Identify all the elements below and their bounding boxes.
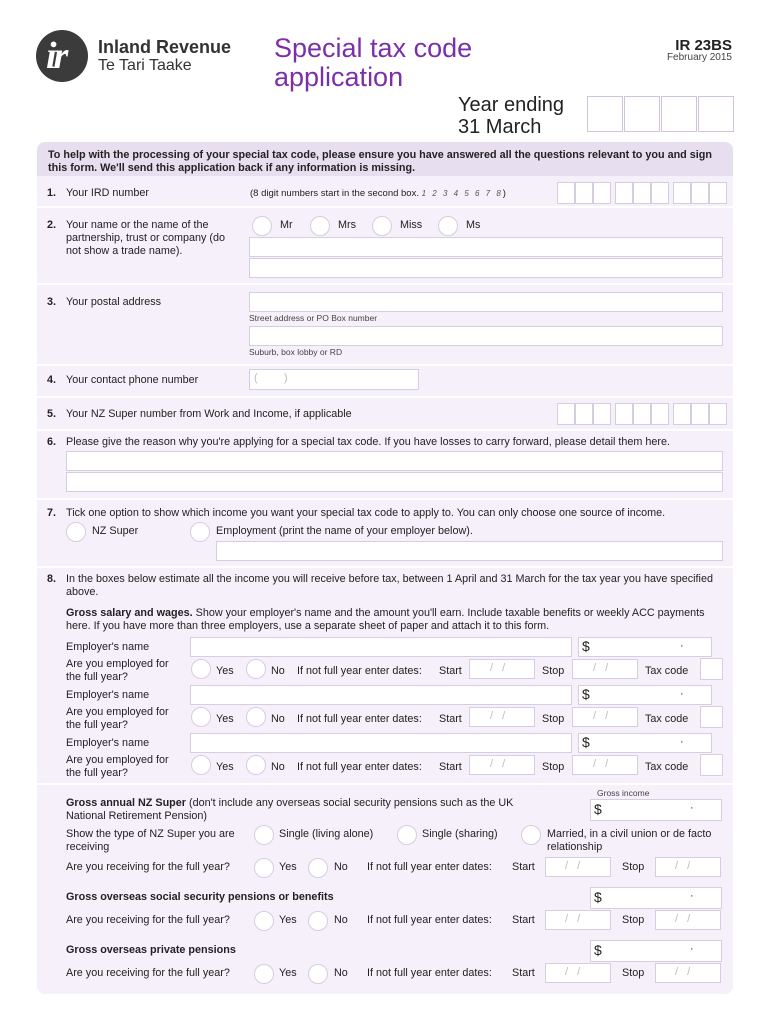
stop-label: Stop [542, 761, 565, 773]
not-full-year-label: If not full year enter dates: [297, 665, 422, 677]
q8-number: 8. [47, 573, 57, 585]
form-title: Special tax code application [274, 33, 473, 92]
overseas-ss-heading: Gross overseas social security pensions or benefits [66, 891, 334, 903]
divider [37, 566, 733, 568]
q4-label: Your contact phone number [66, 374, 199, 386]
start-label: Start [512, 967, 535, 979]
tax-code-label: Tax code [645, 713, 689, 725]
decimal-point: · [680, 688, 684, 700]
nz-super-digit-box[interactable] [557, 403, 575, 425]
date-slashes: / / [565, 966, 584, 978]
employer-name-label: Employer's name [66, 689, 150, 701]
ird-digit-box[interactable] [709, 182, 727, 204]
start-label: Start [512, 914, 535, 926]
date-slashes: / / [565, 913, 584, 925]
nzsuper-amount-input[interactable] [590, 799, 722, 821]
nz-super-digit-box[interactable] [673, 403, 691, 425]
name-input-line1[interactable] [249, 237, 723, 257]
title-mr-label: Mr [280, 219, 293, 231]
employer-input[interactable] [216, 541, 723, 561]
dollar-sign: $ [594, 942, 602, 958]
no-label: No [334, 861, 348, 873]
q2-number: 2. [47, 219, 57, 231]
decimal-point: · [690, 890, 694, 902]
not-full-year-label: If not full year enter dates: [367, 914, 492, 926]
nz-super-digit-box[interactable] [709, 403, 727, 425]
no-label: No [271, 713, 285, 725]
title-mr-radio[interactable] [252, 216, 272, 236]
employer-amount-input[interactable] [578, 637, 712, 657]
dollar-sign: $ [582, 638, 590, 654]
dollar-sign: $ [582, 686, 590, 702]
employer-name-label: Employer's name [66, 737, 150, 749]
brand-name: Inland Revenue [98, 37, 232, 57]
q2-label: Your name or the name of the partnership, trust or company (do not show a trade name). [66, 219, 226, 257]
start-label: Start [439, 665, 462, 677]
employed-full-year-label: Are you employed for the full year? [66, 706, 169, 731]
receiving-yes-radio[interactable] [254, 858, 274, 878]
employer-amount-input[interactable] [578, 685, 712, 705]
date-slashes: / / [675, 966, 694, 978]
not-full-year-label: If not full year enter dates: [297, 761, 422, 773]
receiving-no-radio[interactable] [308, 911, 328, 931]
super-type-label: Show the type of NZ Super you are receiving [66, 828, 235, 853]
q1-hint: (8 digit numbers start in the second box. 1 2 3 4 5 6 7 8) [250, 188, 506, 199]
date-slashes: / / [565, 860, 584, 872]
ird-digit-box[interactable] [593, 182, 611, 204]
title-ms-radio[interactable] [438, 216, 458, 236]
dollar-sign: $ [582, 734, 590, 750]
nz-super-digit-box[interactable] [593, 403, 611, 425]
employment-option-label: Employment (print the name of your employer below). [216, 525, 473, 537]
street-address-caption: Street address or PO Box number [249, 313, 378, 323]
receiving-full-year-label: Are you receiving for the full year? [66, 914, 230, 926]
form-date: February 2015 [666, 52, 732, 63]
year-digit-box[interactable] [698, 96, 734, 132]
employed-full-year-label: Are you employed for the full year? [66, 754, 169, 779]
no-label: No [271, 665, 285, 677]
q3-number: 3. [47, 296, 57, 308]
divider [37, 498, 733, 500]
employed-no-radio[interactable] [246, 755, 266, 775]
q7-number: 7. [47, 507, 57, 519]
stop-label: Stop [622, 967, 645, 979]
employed-no-radio[interactable] [246, 707, 266, 727]
q1-label: Your IRD number [66, 187, 150, 199]
decimal-point: · [690, 943, 694, 955]
year-digit-box[interactable] [587, 96, 623, 132]
ird-digit-box[interactable] [633, 182, 651, 204]
no-label: No [334, 967, 348, 979]
yes-label: Yes [216, 665, 234, 677]
phone-paren-open: ( [254, 372, 258, 384]
yes-label: Yes [279, 861, 297, 873]
inland-revenue-logo [36, 30, 88, 82]
gross-income-caption: Gross income [597, 788, 650, 798]
date-slashes: / / [593, 710, 612, 722]
suburb-input[interactable] [249, 326, 723, 346]
tax-code-input[interactable] [700, 658, 723, 680]
married-radio[interactable] [521, 825, 541, 845]
yes-label: Yes [279, 967, 297, 979]
divider [37, 206, 733, 208]
nz-super-option-label: NZ Super [92, 525, 139, 537]
year-digit-box[interactable] [661, 96, 697, 132]
divider [37, 283, 733, 285]
divider [37, 396, 733, 398]
employer-name-input[interactable] [190, 637, 572, 657]
nz-super-radio[interactable] [66, 522, 86, 542]
title-miss-radio[interactable] [372, 216, 392, 236]
tax-code-input[interactable] [700, 706, 723, 728]
not-full-year-label: If not full year enter dates: [367, 967, 492, 979]
nz-super-digit-box[interactable] [651, 403, 669, 425]
nz-super-digit-box[interactable] [691, 403, 709, 425]
date-slashes: / / [675, 913, 694, 925]
phone-paren-close: ) [284, 372, 288, 384]
street-address-input[interactable] [249, 292, 723, 312]
employed-yes-radio[interactable] [191, 659, 211, 679]
stop-label: Stop [622, 861, 645, 873]
nz-super-digit-box[interactable] [633, 403, 651, 425]
tax-code-label: Tax code [645, 665, 689, 677]
married-label: Married, in a civil union or de facto relationship [547, 828, 712, 853]
overseas-private-amount-input[interactable] [590, 940, 722, 962]
employer-name-input[interactable] [190, 733, 572, 753]
nz-super-digit-box[interactable] [615, 403, 633, 425]
name-input-line2[interactable] [249, 258, 723, 278]
not-full-year-label: If not full year enter dates: [367, 861, 492, 873]
ird-digit-box[interactable] [691, 182, 709, 204]
decimal-point: · [690, 802, 694, 814]
reason-input-line1[interactable] [66, 451, 723, 471]
employment-radio[interactable] [190, 522, 210, 542]
reason-input-line2[interactable] [66, 472, 723, 492]
receiving-full-year-label: Are you receiving for the full year? [66, 967, 230, 979]
yes-label: Yes [279, 914, 297, 926]
q7-label: Tick one option to show which income you want your special tax code to apply to. You can only choose one source of income. [66, 507, 666, 519]
title-ms-label: Ms [466, 219, 481, 231]
receiving-full-year-label: Are you receiving for the full year? [66, 861, 230, 873]
decimal-point: · [680, 640, 684, 652]
logo-text: ir [46, 35, 66, 77]
receiving-no-radio[interactable] [308, 858, 328, 878]
start-label: Start [512, 861, 535, 873]
tax-code-input[interactable] [700, 754, 723, 776]
year-ending-label: Year ending 31 March [458, 94, 565, 138]
tax-code-label: Tax code [645, 761, 689, 773]
employed-full-year-label: Are you employed for the full year? [66, 658, 169, 683]
employer-name-input[interactable] [190, 685, 572, 705]
employed-yes-radio[interactable] [191, 755, 211, 775]
phone-input[interactable] [249, 369, 419, 390]
intro-text: To help with the processing of your special tax code, please ensure you have answered all the questions relevant to you and sign this form. We'll send this application back if any information is missing. [48, 149, 712, 174]
q6-number: 6. [47, 436, 57, 448]
q8-label: In the boxes below estimate all the income you will receive before tax, between 1 April and 31 March for the tax year you have specified above. [66, 573, 713, 598]
dollar-sign: $ [594, 801, 602, 817]
overseas-private-heading: Gross overseas private pensions [66, 944, 236, 956]
single-alone-radio[interactable] [254, 825, 274, 845]
divider [37, 783, 733, 785]
single-sharing-label: Single (sharing) [422, 828, 498, 840]
start-label: Start [439, 713, 462, 725]
date-slashes: / / [675, 860, 694, 872]
ird-digit-box[interactable] [673, 182, 691, 204]
brand-maori-name: Te Tari Taake [98, 57, 192, 74]
suburb-caption: Suburb, box lobby or RD [249, 347, 343, 357]
no-label: No [334, 914, 348, 926]
stop-label: Stop [622, 914, 645, 926]
receiving-yes-radio[interactable] [254, 911, 274, 931]
q4-number: 4. [47, 374, 57, 386]
q5-label: Your NZ Super number from Work and Income, if applicable [66, 408, 352, 420]
q1-number: 1. [47, 187, 57, 199]
yes-label: Yes [216, 713, 234, 725]
ird-digit-box[interactable] [575, 182, 593, 204]
employed-yes-radio[interactable] [191, 707, 211, 727]
employer-name-label: Employer's name [66, 641, 150, 653]
year-digit-box[interactable] [624, 96, 660, 132]
ird-digit-box[interactable] [557, 182, 575, 204]
form-code: IR 23BS [675, 37, 732, 54]
salary-section-text: Gross salary and wages. Show your employer's name and the amount you'll earn. Include taxable benefits or weekly ACC payments here. If you have more than three employers, use a separate sheet of paper and attach it to this form. [66, 607, 705, 632]
not-full-year-label: If not full year enter dates: [297, 713, 422, 725]
title-mrs-label: Mrs [338, 219, 356, 231]
dollar-sign: $ [594, 889, 602, 905]
no-label: No [271, 761, 285, 773]
start-label: Start [439, 761, 462, 773]
date-slashes: / / [490, 662, 509, 674]
stop-label: Stop [542, 665, 565, 677]
ird-digit-box[interactable] [615, 182, 633, 204]
q3-label: Your postal address [66, 296, 162, 308]
nz-super-digit-box[interactable] [575, 403, 593, 425]
divider [37, 364, 733, 366]
q5-number: 5. [47, 408, 57, 420]
receiving-no-radio[interactable] [308, 964, 328, 984]
receiving-yes-radio[interactable] [254, 964, 274, 984]
nzsuper-heading: Gross annual NZ Super (don't include any overseas social security pensions such as the UK National Retirement Pension) [66, 797, 514, 822]
date-slashes: / / [490, 710, 509, 722]
q6-label: Please give the reason why you're applying for a special tax code. If you have losses to carry forward, please detail them here. [66, 436, 671, 448]
ird-digit-box[interactable] [651, 182, 669, 204]
date-slashes: / / [490, 758, 509, 770]
single-sharing-radio[interactable] [397, 825, 417, 845]
date-slashes: / / [593, 758, 612, 770]
overseas-ss-amount-input[interactable] [590, 887, 722, 909]
single-alone-label: Single (living alone) [279, 828, 374, 840]
date-slashes: / / [593, 662, 612, 674]
employed-no-radio[interactable] [246, 659, 266, 679]
yes-label: Yes [216, 761, 234, 773]
divider [37, 429, 733, 431]
stop-label: Stop [542, 713, 565, 725]
employer-amount-input[interactable] [578, 733, 712, 753]
title-mrs-radio[interactable] [310, 216, 330, 236]
decimal-point: · [680, 736, 684, 748]
title-miss-label: Miss [400, 219, 423, 231]
